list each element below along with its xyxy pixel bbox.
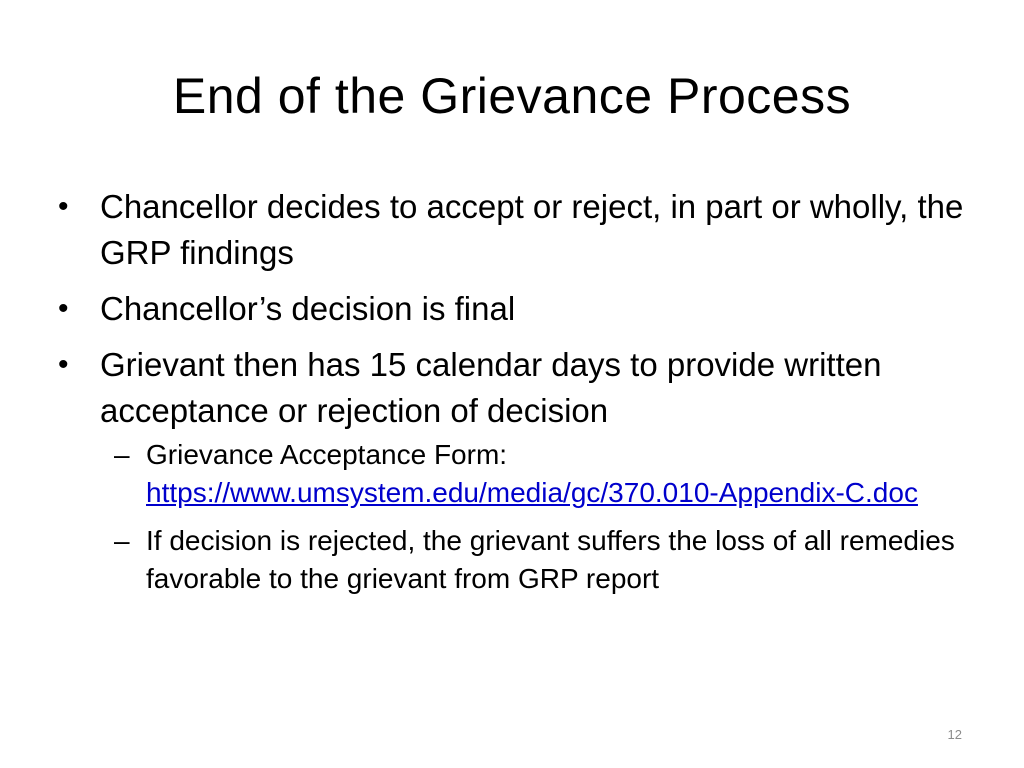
bullet-marker: • <box>58 348 69 381</box>
dash-marker: – <box>114 525 130 556</box>
bullet-item-decision-final <box>56 286 986 332</box>
slide-content <box>56 184 986 608</box>
bullet-item-grievant-days <box>56 342 986 598</box>
bullet-item-chancellor-decides <box>56 184 986 276</box>
acceptance-form-link[interactable]: https://www.umsystem.edu/media/gc/370.010-Appendix-C.doc <box>146 477 918 508</box>
bullet-marker: • <box>58 292 69 325</box>
page-number: 12 <box>947 727 962 742</box>
sub-item-text: If decision is rejected, the grievant suffers the loss of all remedies favorable to the grievant from GRP report <box>146 525 955 594</box>
sub-bullet-list <box>100 436 986 598</box>
bullet-list <box>56 184 986 598</box>
bullet-text: Chancellor’s decision is final <box>100 290 516 327</box>
bullet-marker: • <box>58 190 69 223</box>
bullet-text: Chancellor decides to accept or reject, in part or wholly, the GRP findings <box>100 188 964 271</box>
slide-title: End of the Grievance Process <box>172 68 852 124</box>
sub-item-rejection-consequence <box>100 522 986 598</box>
bullet-text: Grievant then has 15 calendar days to provide written acceptance or rejection of decision <box>100 346 882 429</box>
sub-item-label: Grievance Acceptance Form: <box>146 439 508 470</box>
sub-item-acceptance-form <box>100 436 986 512</box>
dash-marker: – <box>114 439 130 470</box>
